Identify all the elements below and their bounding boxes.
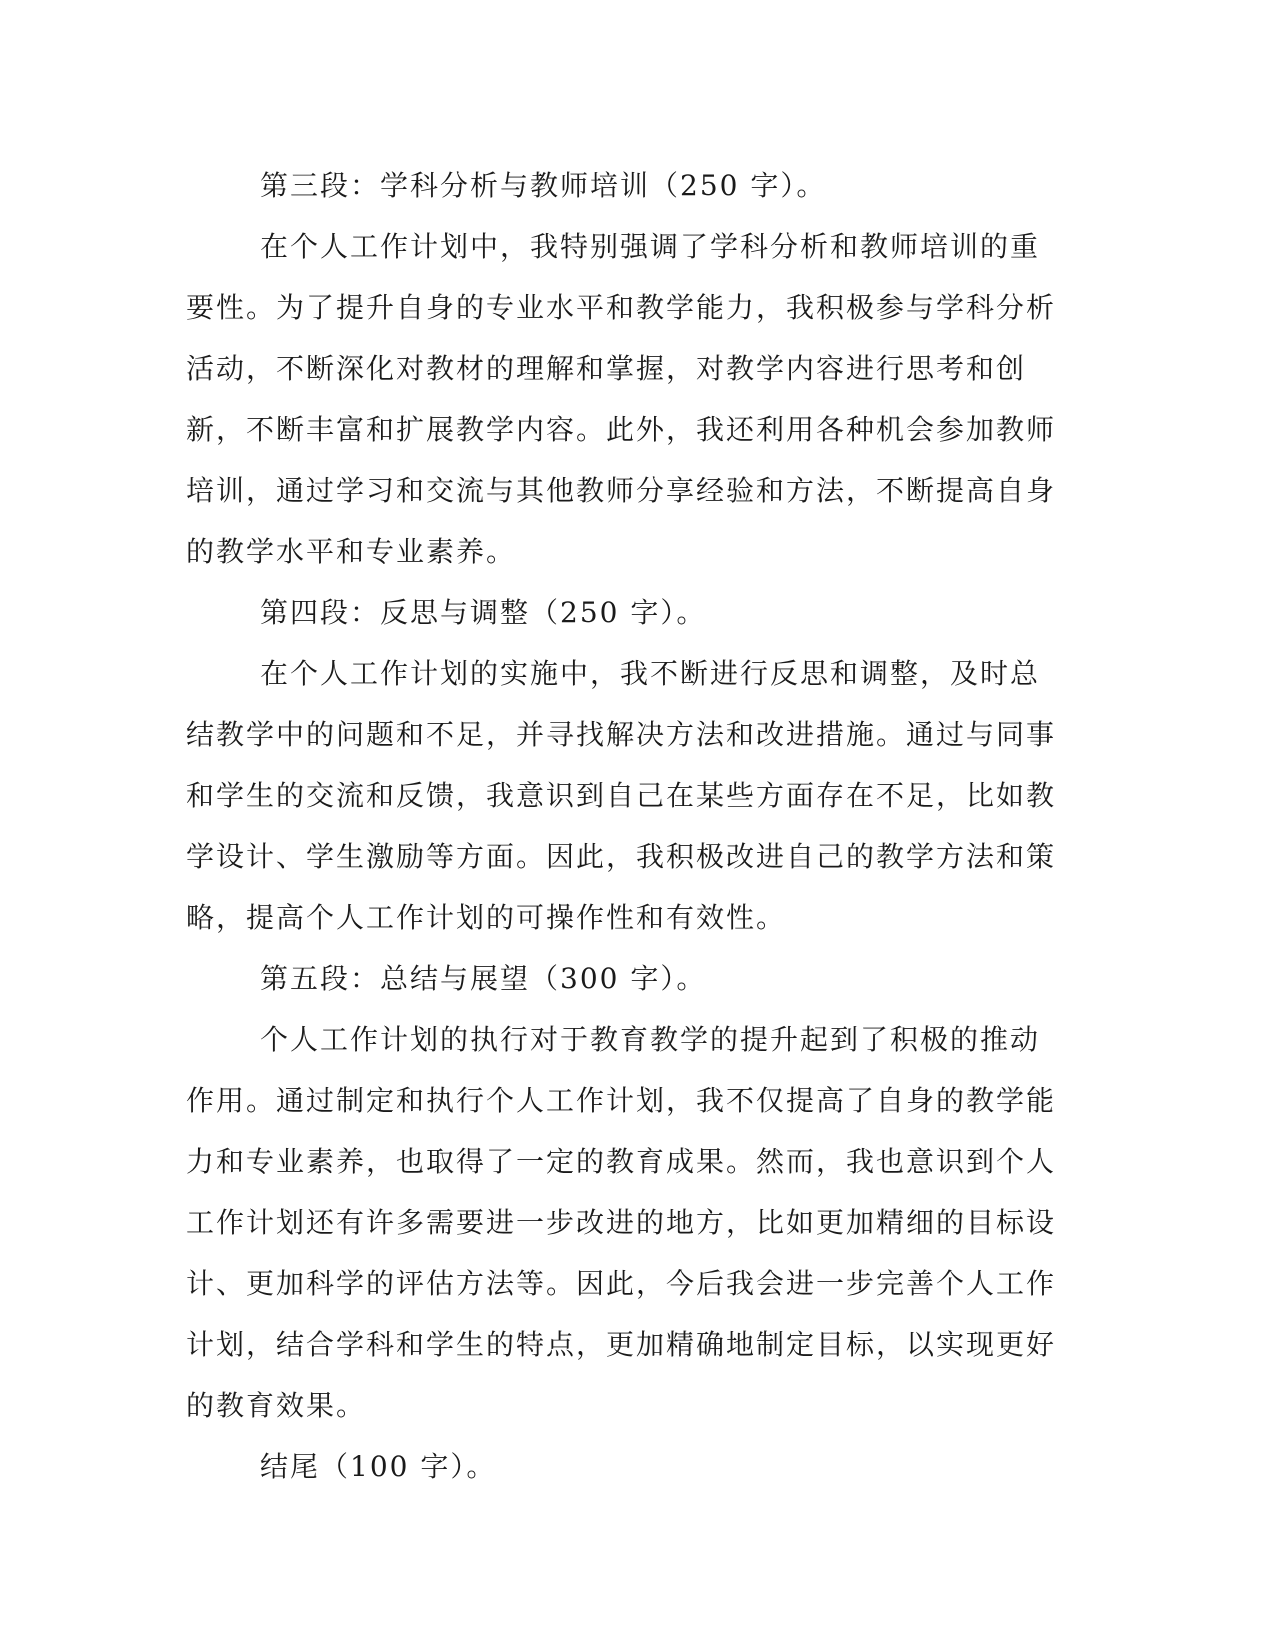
section-paragraph-3: 在个人工作计划中，我特别强调了学科分析和教师培训的重要性。为了提升自身的专业水平和教学能力，我积极参与学科分析活动，不断深化对教材的理解和掌握，对教学内容进行思考和创新，不断丰富和扩展教学内容。此外，我还利用各种机会参加教师培训，通过学习和交流与其他教师分享经验和方法，不断提高自身的教学水平和专业素养。	[186, 230, 1057, 568]
section-heading-3: 第三段：学科分析与教师培训（250 字）。	[260, 169, 827, 202]
section-paragraph-5: 个人工作计划的执行对于教育教学的提升起到了积极的推动作用。通过制定和执行个人工作计划，我不仅提高了自身的教学能力和专业素养，也取得了一定的教育成果。然而，我也意识到个人工作计划还有许多需要进一步改进的地方，比如更加精细的目标设计、更加科学的评估方法等。因此，今后我会进一步完善个人工作计划，结合学科和学生的特点，更加精确地制定目标，以实现更好的教育效果。	[186, 1023, 1057, 1422]
section-heading-4: 第四段：反思与调整（250 字）。	[260, 596, 707, 629]
closing-heading: 结尾（100 字）。	[260, 1450, 497, 1483]
document-body	[186, 155, 1066, 1497]
section-heading-5: 第五段：总结与展望（300 字）。	[260, 962, 707, 995]
section-paragraph-4: 在个人工作计划的实施中，我不断进行反思和调整，及时总结教学中的问题和不足，并寻找解决方法和改进措施。通过与同事和学生的交流和反馈，我意识到自己在某些方面存在不足，比如教学设计、学生激励等方面。因此，我积极改进自己的教学方法和策略，提高个人工作计划的可操作性和有效性。	[186, 657, 1057, 934]
